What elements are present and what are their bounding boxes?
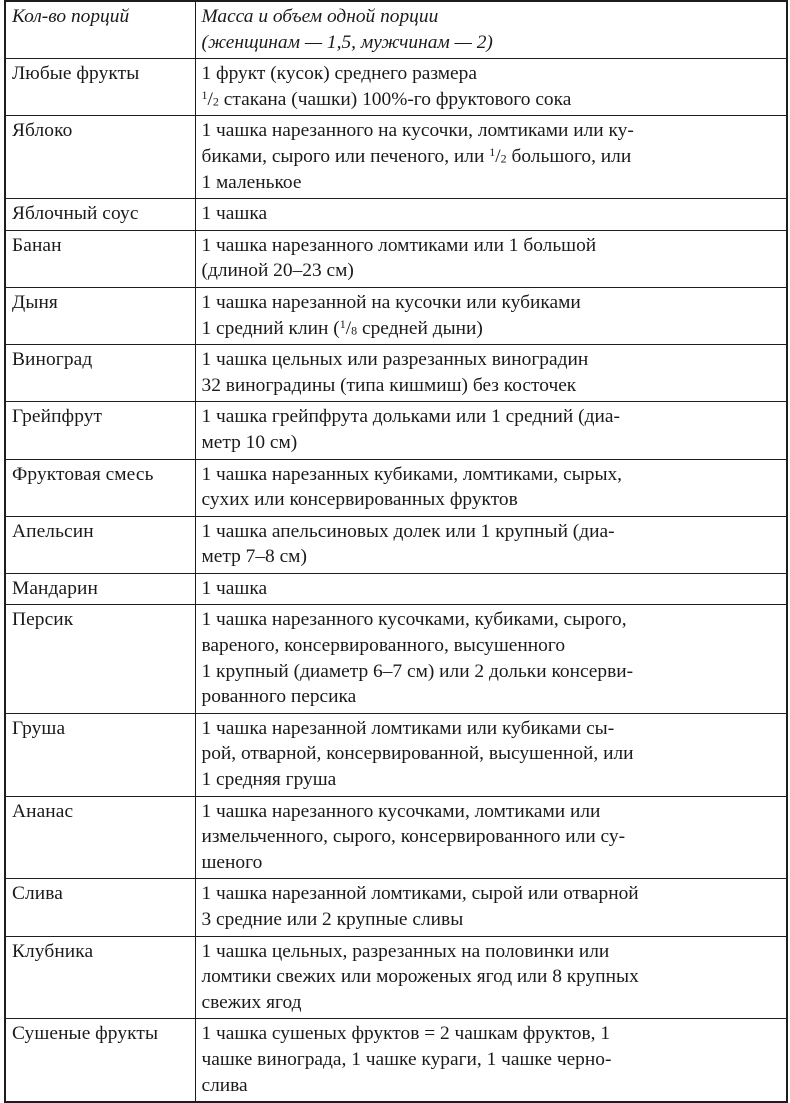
portion-line: 1 чашка нарезанной ломтиками, сырой или отварной bbox=[201, 883, 639, 905]
fruit-name-cell: Яблоко bbox=[5, 116, 195, 199]
table-row bbox=[5, 459, 787, 516]
portion-line: 1 чашка нарезанного кусочками, ломтиками или bbox=[201, 800, 601, 822]
portion-description-cell bbox=[195, 459, 787, 516]
portion-line: 1 чашка нарезанных кубиками, ломтиками, сырых, bbox=[201, 463, 623, 485]
portion-line: 1 фрукт (кусок) среднего размера bbox=[201, 63, 477, 85]
portion-description-cell bbox=[195, 287, 787, 344]
portion-line: чашке винограда, 1 чашке кураги, 1 чашке черно- bbox=[201, 1048, 612, 1070]
portion-description-cell bbox=[195, 605, 787, 713]
portion-line: слива bbox=[201, 1074, 248, 1096]
header-row bbox=[5, 1, 787, 59]
portion-line: 1 чашка сушеных фруктов = 2 чашкам фруктов, 1 bbox=[201, 1023, 611, 1045]
portion-line: 1 чашка bbox=[201, 203, 268, 225]
fruit-name-cell: Виноград bbox=[5, 345, 195, 402]
table-row bbox=[5, 199, 787, 231]
table-row bbox=[5, 230, 787, 287]
portion-line: 1 чашка апельсиновых долек или 1 крупный (диа- bbox=[201, 520, 615, 542]
portion-description-cell bbox=[195, 1019, 787, 1102]
portion-description-cell bbox=[195, 713, 787, 796]
table-row bbox=[5, 796, 787, 879]
fruit-name-cell: Дыня bbox=[5, 287, 195, 344]
portion-description-cell bbox=[195, 796, 787, 879]
portion-line: 1 чашка цельных, разрезанных на половинки или bbox=[201, 940, 610, 962]
portion-description-cell bbox=[195, 116, 787, 199]
table-row bbox=[5, 879, 787, 936]
portion-description-cell bbox=[195, 199, 787, 231]
portion-line: метр 10 см) bbox=[201, 431, 298, 453]
table-row bbox=[5, 605, 787, 713]
portion-line: ломтики свежих или мороженых ягод или 8 крупных bbox=[201, 966, 639, 988]
fruit-name-cell: Ананас bbox=[5, 796, 195, 879]
portion-line: 1 чашка цельных или разрезанных виноградин bbox=[201, 349, 589, 371]
portion-line: метр 7–8 см) bbox=[201, 546, 307, 568]
portion-line: 1 маленькое bbox=[201, 171, 302, 193]
table-row bbox=[5, 345, 787, 402]
portion-line: (длиной 20–23 см) bbox=[201, 260, 354, 282]
portion-line: 3 средние или 2 крупные сливы bbox=[201, 909, 464, 930]
fruit-name-cell: Клубника bbox=[5, 936, 195, 1019]
portion-description-cell bbox=[195, 516, 787, 573]
portion-line: 1 чашка нарезанного кусочками, кубиками, сырого, bbox=[201, 609, 627, 631]
portion-line: 1 чашка нарезанной ломтиками или кубиками сы- bbox=[201, 717, 615, 739]
portion-line: измельченного, сырого, консервированного или су- bbox=[201, 826, 626, 848]
fruit-name-cell: Банан bbox=[5, 230, 195, 287]
fruit-name-cell: Апельсин bbox=[5, 516, 195, 573]
portion-description-cell bbox=[195, 402, 787, 459]
portion-line: 1 средняя груша bbox=[201, 769, 337, 791]
table-row bbox=[5, 116, 787, 199]
portion-line: 1 чашка нарезанного на кусочки, ломтиками или ку- bbox=[201, 120, 634, 142]
fraction-glyph: $^1$/2 bbox=[489, 144, 507, 167]
fruit-portions-table bbox=[4, 0, 788, 1103]
portion-description-cell bbox=[195, 230, 787, 287]
table-row bbox=[5, 287, 787, 344]
portion-line: рованного персика bbox=[201, 686, 357, 708]
portion-line: 1 чашка нарезанного ломтиками или 1 большой bbox=[201, 234, 597, 256]
portion-line: свежих ягод bbox=[201, 991, 302, 1013]
table-row bbox=[5, 713, 787, 796]
fruit-name-cell: Яблочный соус bbox=[5, 199, 195, 231]
fruit-name-cell: Слива bbox=[5, 879, 195, 936]
table-row bbox=[5, 936, 787, 1019]
table-row bbox=[5, 402, 787, 459]
portion-description-cell bbox=[195, 345, 787, 402]
portion-description-cell bbox=[195, 879, 787, 936]
header-cell-count: Кол-во порций bbox=[5, 1, 195, 59]
fruit-name-cell: Грейпфрут bbox=[5, 402, 195, 459]
portion-line: шеного bbox=[201, 851, 263, 873]
table-row bbox=[5, 573, 787, 605]
fruit-name-cell: Фруктовая смесь bbox=[5, 459, 195, 516]
portion-line: 32 виноградины (типа кишмиш) без косточек bbox=[201, 374, 577, 396]
header-line-1: Масса и объем одной порции bbox=[201, 6, 439, 27]
table-body bbox=[5, 59, 787, 1102]
portion-description-cell bbox=[195, 59, 787, 116]
fruit-name-cell: Мандарин bbox=[5, 573, 195, 605]
portion-line: сухих или консервированных фруктов bbox=[201, 489, 518, 511]
portion-line: 1 чашка нарезанной на кусочки или кубиками bbox=[201, 291, 581, 313]
portion-line: вареного, консервированного, высушенного bbox=[201, 635, 566, 657]
portion-line: 1 чашка bbox=[201, 577, 268, 599]
portion-line: рой, отварной, консервированной, высушенной, или bbox=[201, 743, 634, 765]
table-header bbox=[5, 1, 787, 59]
header-line-2: (женщинам — 1,5, мужчинам — 2) bbox=[201, 31, 493, 53]
portion-line: биками, сырого или печеного, или $^1$/2 большого, или bbox=[201, 144, 632, 167]
table-row bbox=[5, 59, 787, 116]
fruit-name-cell: Любые фрукты bbox=[5, 59, 195, 116]
header-cell-mass-volume bbox=[195, 1, 787, 59]
portion-line: 1 крупный (диаметр 6–7 см) или 2 дольки консерви- bbox=[201, 660, 634, 682]
table-row bbox=[5, 1019, 787, 1102]
table-row bbox=[5, 516, 787, 573]
fraction-glyph: $^1$/2 bbox=[201, 87, 219, 110]
portion-description-cell bbox=[195, 573, 787, 605]
portion-line: $^1$/2 стакана (чашки) 100%-го фруктового сока bbox=[201, 87, 572, 110]
fruit-name-cell: Сушеные фрукты bbox=[5, 1019, 195, 1102]
fraction-glyph: $^1$/8 bbox=[339, 316, 358, 339]
portion-line: 1 средний клин ($^1$/8 средней дыни) bbox=[201, 316, 483, 339]
portion-description-cell bbox=[195, 936, 787, 1019]
fruit-name-cell: Персик bbox=[5, 605, 195, 713]
portion-line: 1 чашка грейпфрута дольками или 1 средний (диа- bbox=[201, 406, 620, 428]
fruit-name-cell: Груша bbox=[5, 713, 195, 796]
